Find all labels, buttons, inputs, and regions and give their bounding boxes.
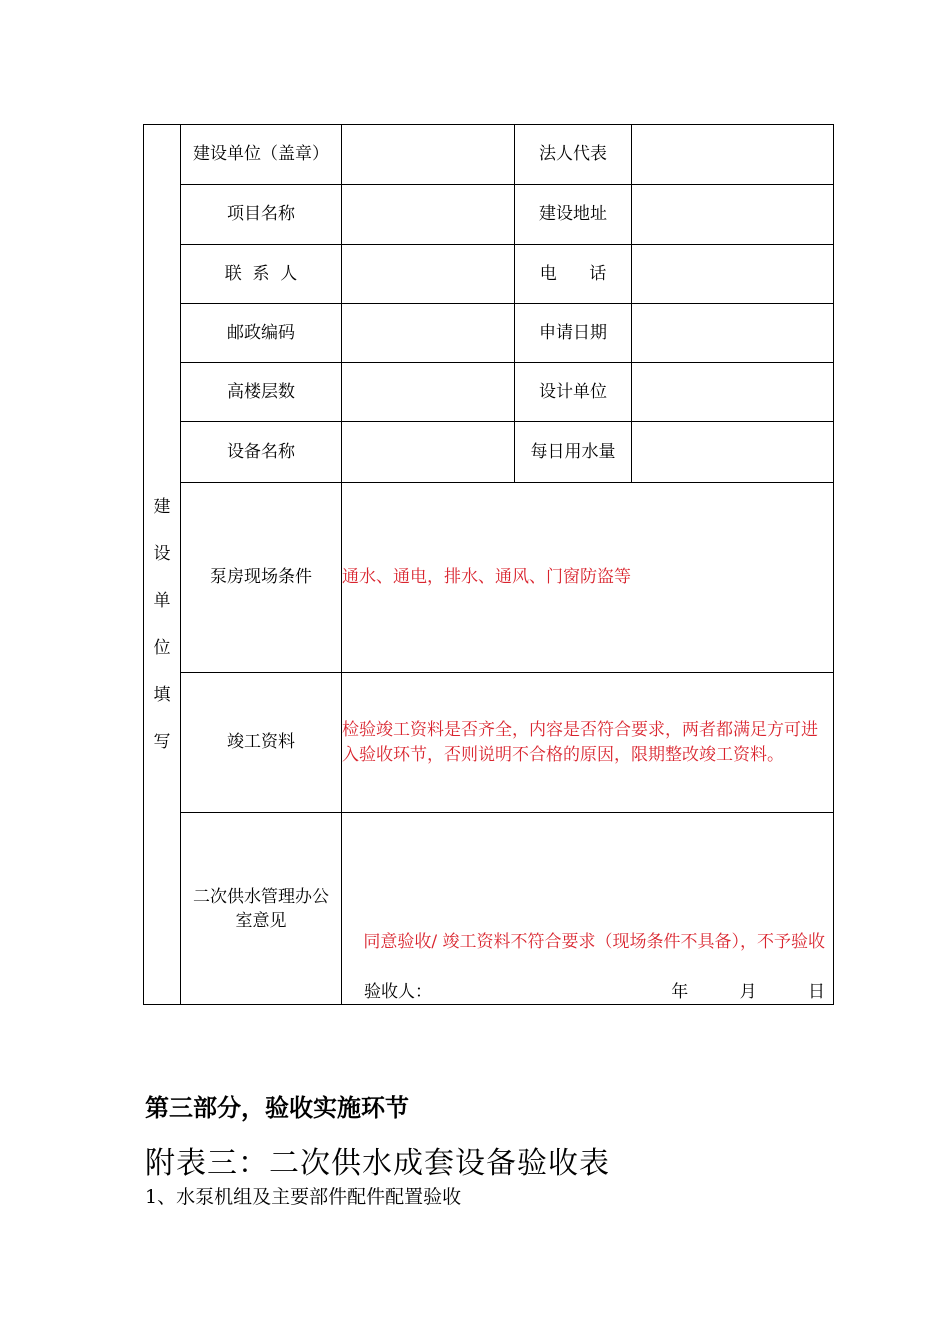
side-label: 建设单位填写 xyxy=(153,496,171,752)
field-daily-water-usage[interactable] xyxy=(632,422,834,483)
field-equipment-name[interactable] xyxy=(342,422,515,483)
inspector-label: 验收人： xyxy=(364,982,432,1002)
label-application-date: 申请日期 xyxy=(515,304,632,363)
label-postal-code: 邮政编码 xyxy=(181,304,342,363)
field-project-name[interactable] xyxy=(342,185,515,245)
label-contact-person-text: 联 系 人 xyxy=(224,263,298,284)
field-construction-unit[interactable] xyxy=(342,125,515,185)
label-office-opinion-text: 二次供水管理办公室意见 xyxy=(193,886,329,931)
label-legal-representative: 法人代表 xyxy=(515,125,632,185)
label-daily-water-usage: 每日用水量 xyxy=(515,422,632,483)
date-day-label: 日 xyxy=(808,982,825,1002)
field-postal-code[interactable] xyxy=(342,304,515,363)
office-opinion-cell[interactable] xyxy=(342,813,834,1005)
date-month-label: 月 xyxy=(739,982,757,1002)
completion-documents-note[interactable]: 检验竣工资料是否齐全，内容是否符合要求，两者都满足方可进入验收环节，否则说明不合格的原因，限期整改竣工资料。 xyxy=(342,673,834,813)
label-pump-room-conditions: 泵房现场条件 xyxy=(181,483,342,673)
side-label-cell xyxy=(144,125,181,1005)
label-floor-count: 高楼层数 xyxy=(181,363,342,422)
label-design-unit: 设计单位 xyxy=(515,363,632,422)
appendix-title: 附表三：二次供水成套设备验收表 xyxy=(145,1146,610,1181)
pump-room-conditions-note[interactable]: 通水、通电，排水、通风、门窗防盗等 xyxy=(342,483,834,673)
field-construction-address[interactable] xyxy=(632,185,834,245)
date-year-label: 年 xyxy=(671,982,689,1002)
label-phone-text: 电 话 xyxy=(539,263,607,284)
label-completion-documents: 竣工资料 xyxy=(181,673,342,813)
office-opinion-note: 同意验收/ 竣工资料不符合要求（现场条件不具备），不予验收 xyxy=(363,932,825,952)
application-form-table xyxy=(143,124,834,1005)
field-contact-person[interactable] xyxy=(342,245,515,304)
label-phone xyxy=(515,245,632,304)
item-title: 1、水泵机组及主要部件配件配置验收 xyxy=(145,1186,462,1208)
label-contact-person xyxy=(181,245,342,304)
section-title: 第三部分，验收实施环节 xyxy=(145,1094,409,1122)
field-phone[interactable] xyxy=(632,245,834,304)
label-office-opinion xyxy=(181,813,342,1005)
label-project-name: 项目名称 xyxy=(181,185,342,245)
signature-row xyxy=(364,979,825,1005)
field-legal-representative[interactable] xyxy=(632,125,834,185)
field-floor-count[interactable] xyxy=(342,363,515,422)
label-equipment-name: 设备名称 xyxy=(181,422,342,483)
field-design-unit[interactable] xyxy=(632,363,834,422)
field-application-date[interactable] xyxy=(632,304,834,363)
date-fields xyxy=(671,979,825,1005)
label-construction-unit: 建设单位（盖章） xyxy=(181,125,342,185)
label-construction-address: 建设地址 xyxy=(515,185,632,245)
